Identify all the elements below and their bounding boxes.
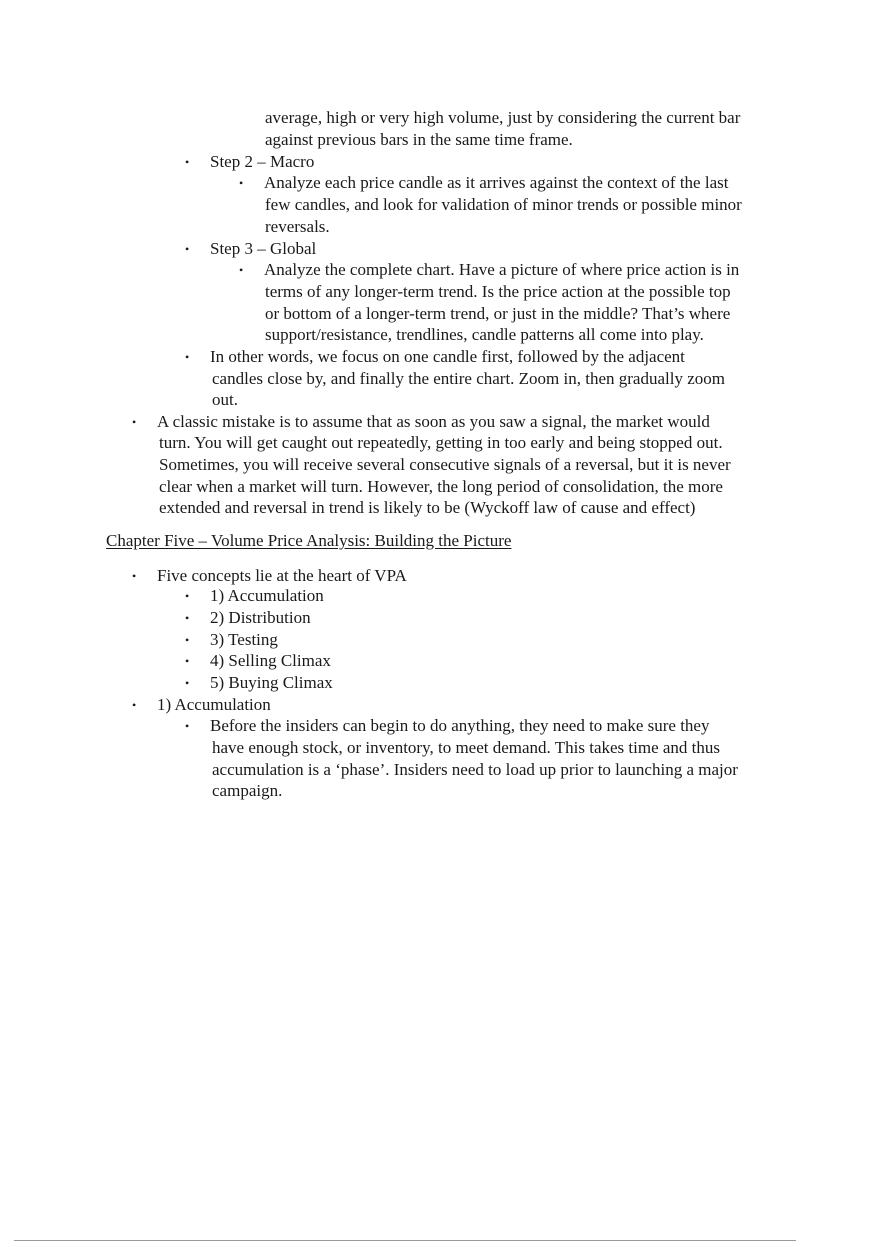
text-line: Before the insiders can begin to do anything, they need to make sure they: [210, 716, 710, 735]
text-line: have enough stock, or inventory, to meet demand. This takes time and thus: [212, 738, 720, 757]
bullet-icon: •: [185, 676, 190, 690]
text-line: turn. You will get caught out repeatedly, getting in too early and being stopped out.: [159, 433, 723, 452]
bullet-icon: •: [132, 415, 137, 429]
text-line: clear when a market will turn. However, the long period of consolidation, the more: [159, 477, 723, 496]
text-line: or bottom of a longer-term trend, or just in the middle? That’s where: [265, 304, 731, 323]
list-item: 5) Buying Climax: [210, 673, 333, 692]
text-line: extended and reversal in trend is likely to be (Wyckoff law of cause and effect): [159, 498, 696, 517]
text-line: candles close by, and finally the entire chart. Zoom in, then gradually zoom: [212, 369, 725, 388]
text-line: Analyze each price candle as it arrives against the context of the last: [264, 173, 729, 192]
text-line: A classic mistake is to assume that as soon as you saw a signal, the market would: [157, 412, 710, 431]
bullet-icon: •: [132, 698, 137, 712]
bullet-icon: •: [132, 569, 137, 583]
text-line: Five concepts lie at the heart of VPA: [157, 566, 407, 585]
list-item: 1) Accumulation: [210, 586, 324, 605]
text-line: Sometimes, you will receive several consecutive signals of a reversal, but it is never: [159, 455, 731, 474]
list-item: 3) Testing: [210, 630, 278, 649]
text-line: out.: [212, 390, 238, 409]
chapter-heading: Chapter Five – Volume Price Analysis: Building the Picture: [106, 531, 512, 550]
bullet-icon: •: [185, 654, 190, 668]
bullet-icon: •: [239, 263, 244, 277]
bullet-icon: •: [185, 350, 190, 364]
bullet-icon: •: [185, 719, 190, 733]
footer-divider: [14, 1240, 796, 1241]
bullet-icon: •: [185, 611, 190, 625]
list-item: 1) Accumulation: [157, 695, 271, 714]
text-line: few candles, and look for validation of minor trends or possible minor: [265, 195, 742, 214]
text-line: against previous bars in the same time frame.: [265, 130, 573, 149]
bullet-icon: •: [185, 242, 190, 256]
bullet-icon: •: [185, 633, 190, 647]
bullet-icon: •: [185, 589, 190, 603]
list-item-step-3: Step 3 – Global: [210, 239, 317, 258]
text-line: accumulation is a ‘phase’. Insiders need to load up prior to launching a major: [212, 760, 738, 779]
bullet-icon: •: [185, 155, 190, 169]
text-line: campaign.: [212, 781, 283, 800]
text-line: Analyze the complete chart. Have a picture of where price action is in: [264, 260, 740, 279]
list-item: 4) Selling Climax: [210, 651, 331, 670]
list-item-step-2: Step 2 – Macro: [210, 152, 315, 171]
text-line: average, high or very high volume, just by considering the current bar: [265, 108, 741, 127]
text-line: terms of any longer-term trend. Is the price action at the possible top: [265, 282, 731, 301]
text-line: reversals.: [265, 217, 330, 236]
bullet-icon: •: [239, 176, 244, 190]
text-line: support/resistance, trendlines, candle patterns all come into play.: [265, 325, 704, 344]
text-line: In other words, we focus on one candle first, followed by the adjacent: [210, 347, 685, 366]
list-item: 2) Distribution: [210, 608, 311, 627]
